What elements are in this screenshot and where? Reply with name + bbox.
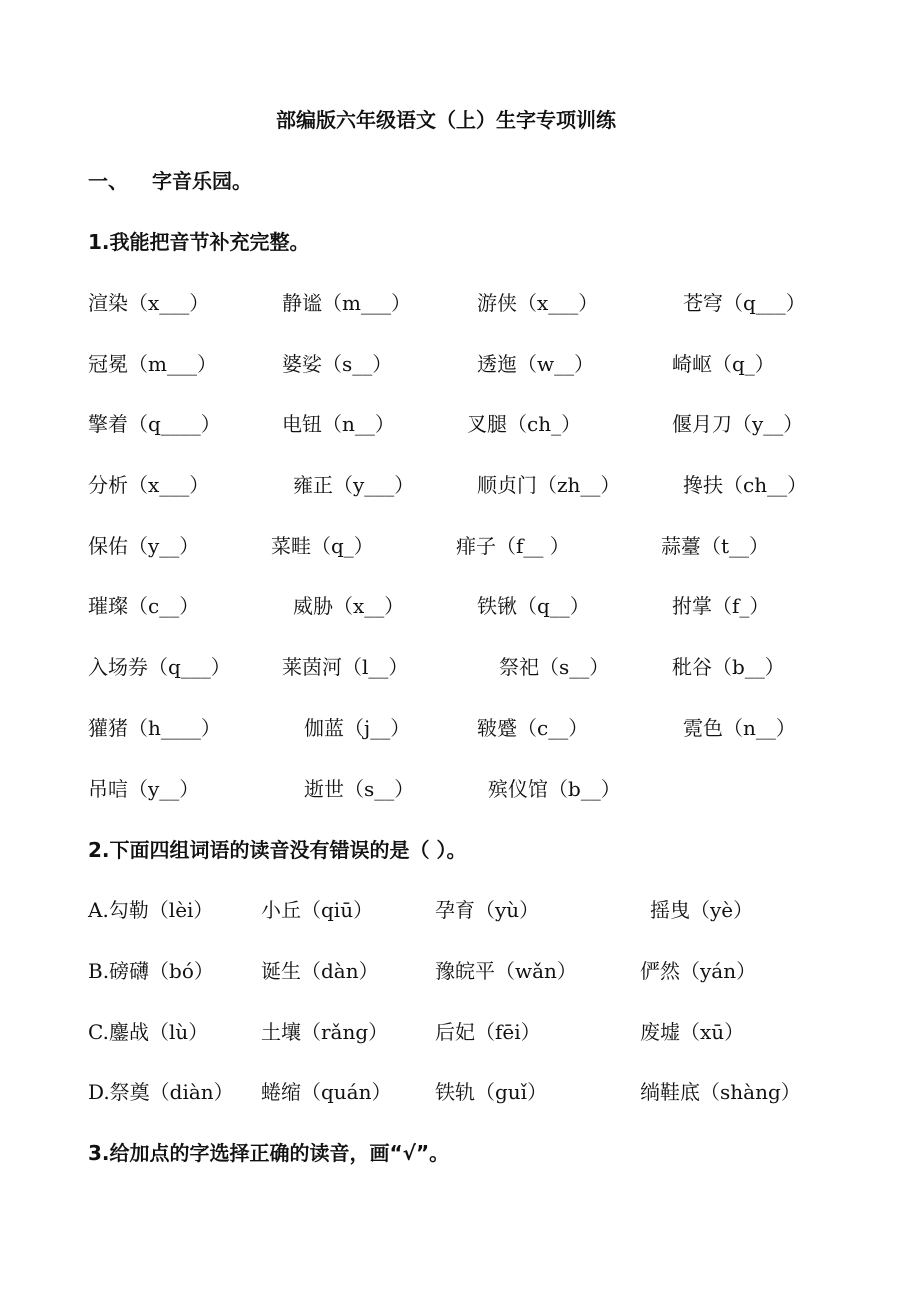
q1-item: 伽蓝（j__） <box>304 716 411 740</box>
q2-item: D.祭奠（diàn） <box>88 1080 234 1104</box>
q1-item: 分析（x___） <box>88 473 210 497</box>
q1-item: 崎岖（q_） <box>672 352 775 376</box>
q2-item: 土壤（rǎng） <box>261 1020 389 1044</box>
q1-item: 渲染（x___） <box>88 291 210 315</box>
q1-item: 电钮（n__） <box>282 412 395 436</box>
q1-item: 婆娑（s__） <box>282 352 393 376</box>
q1-item: 静谧（m___） <box>282 291 411 315</box>
q1-item: 拊掌（f_） <box>672 594 770 618</box>
q1-item: 擎着（q____） <box>88 412 221 436</box>
q2-item: 诞生（dàn） <box>261 959 379 983</box>
q1-item: 透迤（w__） <box>477 352 595 376</box>
q1-item: 顺贞门（zh__） <box>477 473 621 497</box>
q1-item: 霓色（n__） <box>683 716 796 740</box>
q2-item: 绱鞋底（shàng） <box>640 1080 801 1104</box>
q2-item: 废墟（xū） <box>640 1020 745 1044</box>
q1-item: 蒜薹（t__） <box>661 534 770 558</box>
q1-item: 保佑（y__） <box>88 534 200 558</box>
section-heading: 字音乐园。 <box>152 169 252 193</box>
q1-item: 痱子（f__ ） <box>456 534 570 558</box>
q1-item: 入场券（q___） <box>88 655 231 679</box>
q2-item: 摇曳（yè） <box>650 898 754 922</box>
section-number: 一、 <box>88 169 128 193</box>
q1-item: 威胁（x__） <box>293 594 405 618</box>
question-3-heading: 3.给加点的字选择正确的读音，画“√”。 <box>88 1141 450 1165</box>
q2-item: 豫皖平（wǎn） <box>435 959 577 983</box>
q1-item: 搀扶（ch__） <box>683 473 808 497</box>
q1-item: 吊唁（y__） <box>88 777 200 801</box>
question-1-heading: 1.我能把音节补充完整。 <box>88 230 310 254</box>
q2-item: 小丘（qiū） <box>261 898 374 922</box>
q1-item: 皲蹙（c__） <box>477 716 589 740</box>
question-2-heading: 2.下面四组词语的读音没有错误的是（ ）。 <box>88 838 467 862</box>
page-title: 部编版六年级语文（上）生字专项训练 <box>276 108 616 132</box>
q1-item: 菜畦（q_） <box>271 534 374 558</box>
q1-item: 莱茵河（l__） <box>282 655 409 679</box>
q1-item: 璀璨（c__） <box>88 594 200 618</box>
q1-item: 冠冕（m___） <box>88 352 217 376</box>
q1-item: 偃月刀（y__） <box>672 412 804 436</box>
q1-item: 獾猪（h____） <box>88 716 221 740</box>
q2-item: C.鏖战（lù） <box>88 1020 209 1044</box>
q2-item: B.磅礴（bó） <box>88 959 214 983</box>
q1-item: 雍正（y___） <box>293 473 415 497</box>
q2-item: 蜷缩（quán） <box>261 1080 392 1104</box>
q1-item: 秕谷（b__） <box>672 655 785 679</box>
q1-item: 祭祀（s__） <box>499 655 610 679</box>
q2-item: A.勾勒（lèi） <box>88 898 214 922</box>
q2-item: 俨然（yán） <box>640 959 757 983</box>
q2-item: 孕育（yù） <box>435 898 540 922</box>
q2-item: 后妃（fēi） <box>435 1020 541 1044</box>
q1-item: 殡仪馆（b__） <box>488 777 621 801</box>
q1-item: 叉腿（ch_） <box>467 412 582 436</box>
q1-item: 苍穹（q___） <box>683 291 806 315</box>
q1-item: 逝世（s__） <box>304 777 415 801</box>
q1-item: 铁锹（q__） <box>477 594 590 618</box>
q2-item: 铁轨（guǐ） <box>435 1080 548 1104</box>
q1-item: 游侠（x___） <box>477 291 599 315</box>
